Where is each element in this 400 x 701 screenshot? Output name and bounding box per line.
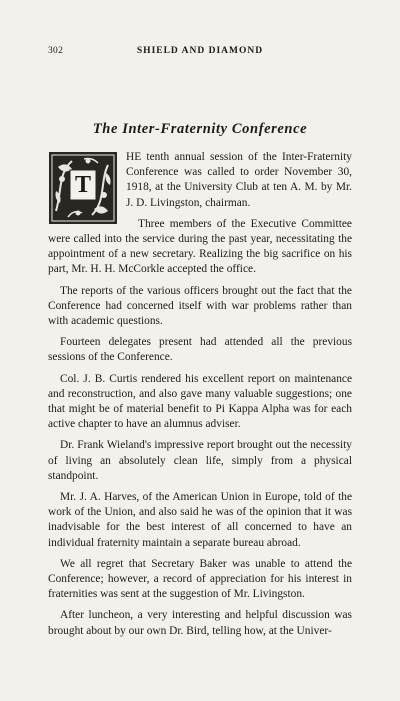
paragraph-1: HE tenth annual session of the Inter-Fraternity Conference was called to order November 30, 1918, at the University Club at ten A. M. by Mr. J. D. Livingston, chairman.: [126, 151, 352, 209]
paragraph-3: The reports of the various officers brought out the fact that the Conference had concerned itself with war problems rather than with academic questions.: [48, 284, 352, 328]
article-body: [48, 150, 352, 645]
paragraph-4: Fourteen delegates present had attended all the previous sessions of the Conference.: [48, 336, 352, 364]
paragraph-9: After luncheon, a very interesting and helpful discussion was brought about by our own Dr. Bird, telling how, at the Univer-: [48, 609, 352, 637]
paragraph-5: Col. J. B. Curtis rendered his excellent report on maintenance and reconstruction, and also gave many valuable suggestions; one that might be of material benefit to Pi Kappa Alpha was for each active chapter to have an alumnus adviser.: [48, 372, 352, 431]
journal-title: SHIELD AND DIAMOND: [136, 46, 264, 56]
paragraph-8: We all regret that Secretary Baker was unable to attend the Conference; however, a record of appreciation for his interest in fraternities was sent at the suggestion of Mr. Livingston.: [48, 557, 352, 601]
page-number: 302: [48, 46, 64, 56]
dropcap-letter: T: [74, 172, 91, 198]
decorative-dropcap: [48, 151, 118, 225]
paragraph-7: Mr. J. A. Harves, of the American Union in Europe, told of the work of the Union, and also said he was of the opinion that it was inadvisable for the best interest of all concerned to have an individual fraternity maintain a separate bureau abroad.: [48, 491, 352, 549]
article-title: The Inter-Fraternity Conference: [92, 121, 308, 137]
paragraph-2: Three members of the Executive Committee were called into the service during the past year, necessitating the appointment of a new secretary. Realizing the big sacrifice on his part, Mr. H. H. McCorkle accepted the office.: [48, 217, 352, 276]
paragraph-6: Dr. Frank Wieland's impressive report brought out the necessity of living an absolutely clean life, simply from a physical standpoint.: [48, 439, 352, 482]
